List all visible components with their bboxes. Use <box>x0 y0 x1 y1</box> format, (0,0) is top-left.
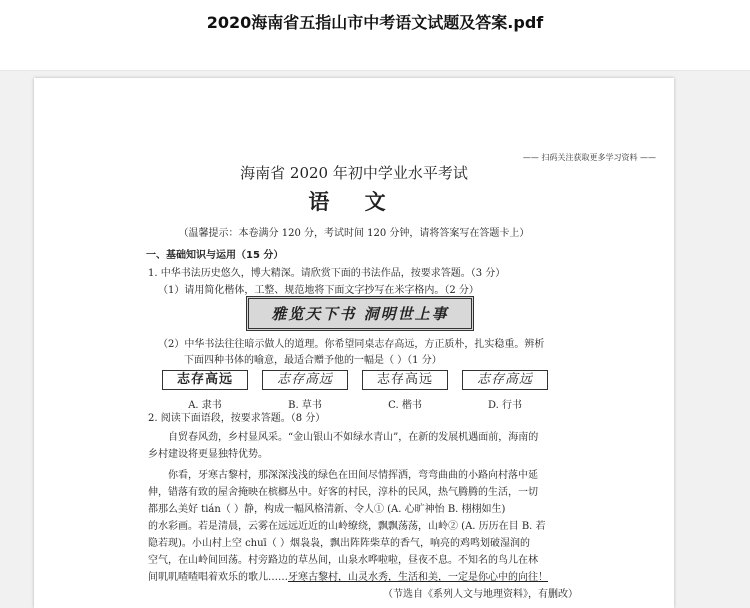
style-option-a <box>162 370 248 411</box>
paragraph-line: 伸，错落有致的屋舍掩映在槟榔丛中。好客的村民，淳朴的民风，热气腾腾的生活，一切 <box>148 487 538 498</box>
style-option-d <box>462 370 548 411</box>
paragraph-line <box>148 568 548 583</box>
paragraph-line: 的水彩画。若是清晨，云雾在远远近近的山岭缭绕，飘飘荡荡，山岭② (A. 历历在目 B. 若 <box>148 521 546 532</box>
paragraph-line: 乡村建设将更显独特优势。 <box>148 449 268 460</box>
question-1-part-2: （2）中华书法往往暗示做人的道理。你希望同桌志存高远，方正质朴，扎实稳重。辨析 <box>158 339 545 350</box>
question-1: 1. 中华书法历史悠久，博大精深。请欣赏下面的书法作品，按要求答题。（3 分） <box>148 268 506 279</box>
style-option-b <box>262 370 348 411</box>
paragraph-line: 都那么美好 tián（ ）静，构成一幅风格清新、令人① (A. 心旷神怡 B. 栩栩如生) <box>148 504 506 515</box>
paragraph-line: 你看，牙寒古黎村，那深深浅浅的绿色在田间尽情挥洒，弯弯曲曲的小路向村落中延 <box>168 470 538 481</box>
paragraph-line: 隐若现)。小山村上空 chuī（ ）烟袅袅，飘出阵阵柴草的香气，响亮的鸡鸣划破湿润的 <box>148 538 530 549</box>
style-sample: 志存高远 <box>262 370 348 390</box>
style-sample: 志存高远 <box>462 370 548 390</box>
question-1-part-1: （1）请用简化楷体，工整、规范地将下面文字抄写在米字格内。（2 分） <box>158 285 479 296</box>
pdf-page[interactable] <box>34 78 674 608</box>
style-sample: 志存高远 <box>162 370 248 390</box>
paragraph-text: 间叽叽喳喳唱着欢乐的歌儿…… <box>148 572 288 583</box>
question-1-part-2-cont: 下面四种书体的喻意，最适合赠予他的一幅是（ ）（1 分） <box>184 355 442 366</box>
calligraphy-styles <box>162 370 562 412</box>
style-sample: 志存高远 <box>362 370 448 390</box>
section-heading: 一、基础知识与运用（15 分） <box>146 250 284 261</box>
style-label: C. 楷书 <box>388 400 422 411</box>
style-label: B. 草书 <box>288 400 322 411</box>
style-label: D. 行书 <box>487 400 523 411</box>
document-title: 2020海南省五指山市中考语文试题及答案.pdf <box>206 12 544 32</box>
style-label: A. 隶书 <box>188 400 222 411</box>
paragraph-line: 自贸春风劲，乡村显风采。“金山银山不如绿水青山”，在新的发展机遇面前，海南的 <box>168 432 539 443</box>
title-bar <box>0 0 750 71</box>
qr-note: —— 扫码关注获取更多学习资料 —— <box>522 153 656 162</box>
calligraphy-image <box>246 296 474 331</box>
exam-tip: （温馨提示：本卷满分 120 分，考试时间 120 分钟，请将答案写在答题卡上） <box>178 228 530 239</box>
subject-heading: 语 文 <box>308 189 400 214</box>
underlined-sentence: 牙寒古黎村，山灵水秀，生活和美，一定是你心中的向往！ <box>288 572 548 583</box>
paragraph-line: 空气，在山岭间回荡。村旁路边的草丛间，山泉水哗啦啦，昼夜不息。不知名的鸟儿在林 <box>148 555 538 566</box>
style-option-c <box>362 370 448 411</box>
exam-title: 海南省 2020 年初中学业水平考试 <box>240 164 468 182</box>
source-citation: （节选自《系列人文与地理资料》，有删改） <box>383 589 578 600</box>
calligraphy-text: 雅览天下书 洞明世上事 <box>271 305 449 323</box>
question-2: 2. 阅读下面语段，按要求答题。（8 分） <box>148 413 326 424</box>
